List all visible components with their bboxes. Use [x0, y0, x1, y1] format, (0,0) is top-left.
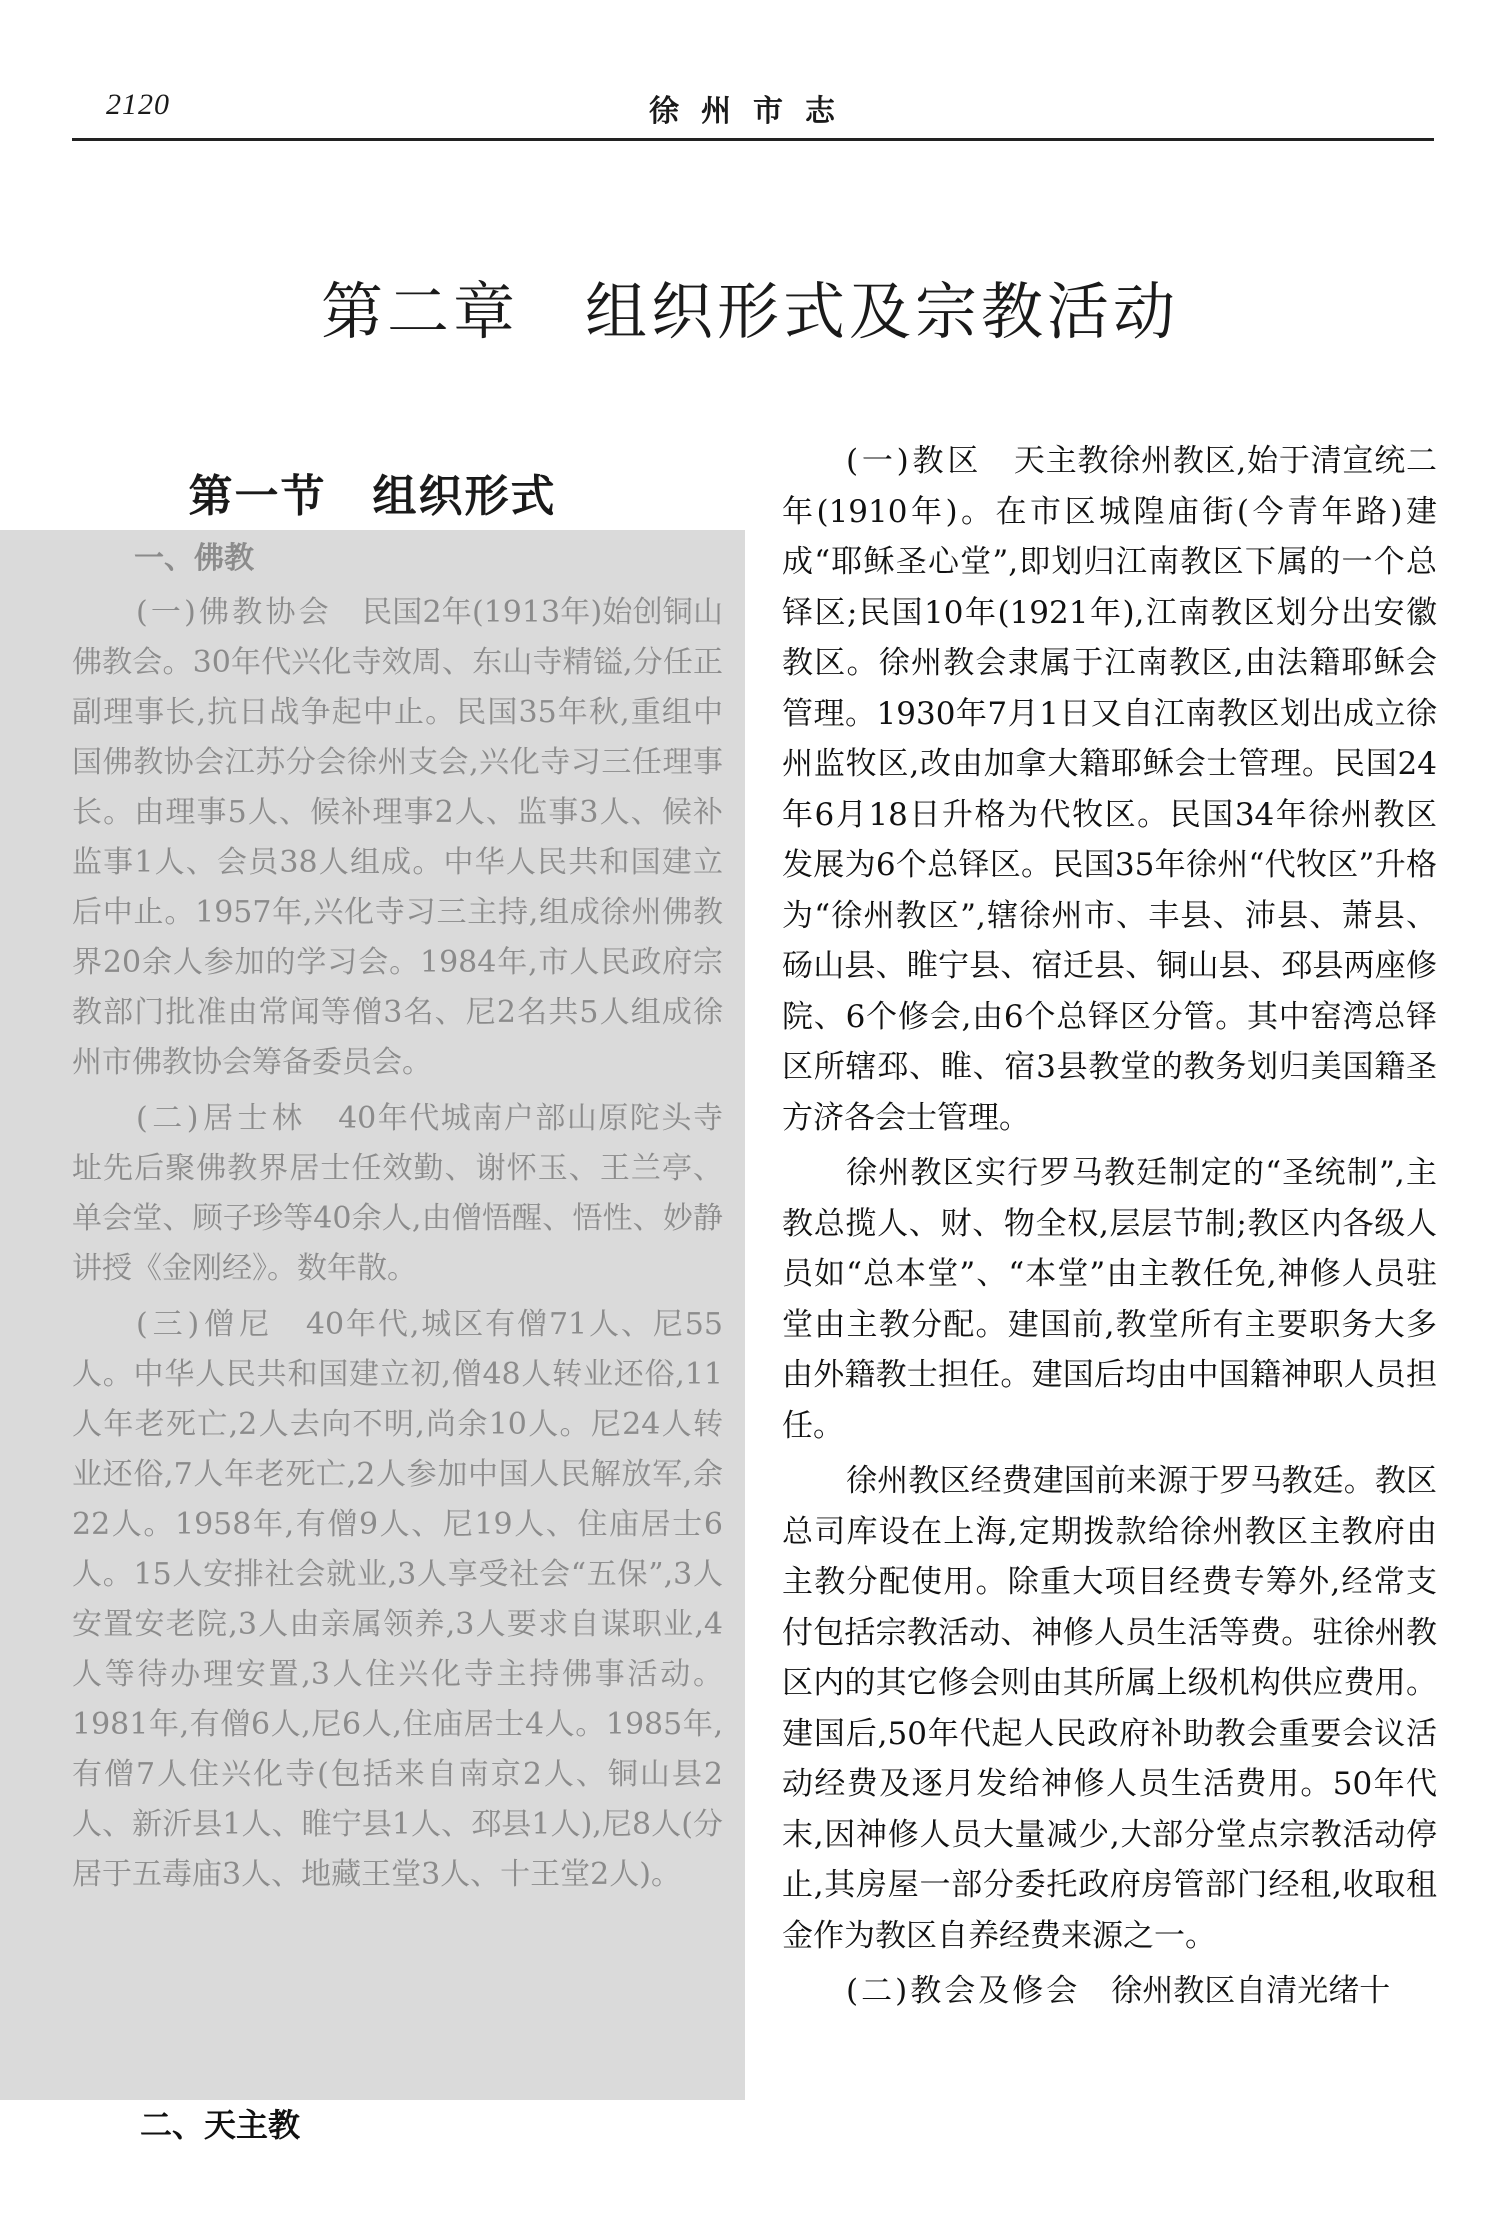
page-header — [72, 80, 1434, 140]
header-rule — [72, 138, 1434, 141]
paragraph-text: 徐州教区实行罗马教廷制定的“圣统制”,主教总揽人、财、物全权,层层节制;教区内各级人员如“总本堂”、“本堂”由主教任免,神修人员驻堂由主教分配。建国前,教堂所有主要职务大多由外籍教士担任。建国后均由中国籍神职人员担任。 — [782, 1155, 1437, 1444]
paragraph-text: 天主教徐州教区,始于清宣统二年(1910年)。在市区城隍庙街(今青年路)建成“耶稣圣心堂”,即划归江南教区下属的一个总铎区;民国10年(1921年),江南教区划分出安徽教区。徐州教会隶属于江南教区,由法籍耶稣会管理。1930年7月1日又自江南教区划出成立徐州监牧区,改由加拿大籍耶稣会士管理。民国24年6月18日升格为代牧区。民国34年徐州教区发展为6个总铎区。民国35年徐州“代牧区”升格为“徐州教区”,辖徐州市、丰县、沛县、萧县、砀山县、睢宁县、宿迁县、铜山县、邳县两座修院、6个修会,由6个总铎区分管。其中窑湾总铎区所辖邳、睢、宿3县教堂的教务划归美国籍圣方济各会士管理。 — [782, 443, 1437, 1136]
paragraph-text: 民国2年(1913年)始创铜山佛教会。30年代兴化寺效周、东山寺精镒,分任正副理事长,抗日战争起中止。民国35年秋,重组中国佛教协会江苏分会徐州支会,兴化寺习三任理事长。由理事5人、候补理事2人、监事3人、候补监事1人、会员38人组成。中华人民共和国建立后中止。1957年,兴化寺习三主持,组成徐州佛教界20余人参加的学习会。1984年,市人民政府宗教部门批准由常闻等僧3名、尼2名共5人组成徐州市佛教协会筹备委员会。 — [72, 595, 723, 1080]
paragraph-text: 徐州教区经费建国前来源于罗马教廷。教区总司库设在上海,定期拨款给徐州教区主教府由主教分配使用。除重大项目经费专筹外,经常支付包括宗教活动、神修人员生活等费。驻徐州教区内的其它修会则由其所属上级机构供应费用。建国后,50年代起人民政府补助教会重要会议活动经费及逐月发给神修人员生活费用。50年代末,因神修人员大量减少,大部分堂点宗教活动停止,其房屋一部分委托政府房管部门经租,收取租金作为教区自养经费来源之一。 — [782, 1463, 1437, 1954]
running-title: 徐州市志 — [649, 94, 857, 129]
section-title: 第一节 组织形式 — [188, 471, 557, 522]
hierarchy-paragraph — [782, 1148, 1437, 1451]
paragraph-text: 40年代城南户部山原陀头寺址先后聚佛教界居士任效勤、谢怀玉、王兰亭、单会堂、顾子珍等40余人,由僧悟醒、悟性、妙静讲授《金刚经》。数年散。 — [72, 1101, 723, 1286]
catholicism-heading: 二、天主教 — [140, 2106, 301, 2144]
right-column — [782, 436, 1437, 2022]
buddhist-association-paragraph — [0, 588, 745, 1088]
page-number: 2120 — [106, 88, 170, 121]
buddhism-shaded-box — [0, 530, 745, 2100]
buddhism-heading: 一、佛教 — [134, 541, 254, 576]
paragraph-label: (一)教区 — [846, 443, 983, 479]
paragraph-label: (二)教会及修会 — [846, 1973, 1081, 2009]
paragraph-label: (三)僧尼 — [136, 1307, 274, 1342]
paragraph-label: (二)居士林 — [136, 1101, 307, 1136]
chapter-title: 第二章 组织形式及宗教活动 — [320, 275, 1179, 348]
paragraph-text: 徐州教区自清光绪十 — [1080, 1973, 1391, 2009]
paragraph-label: (一)佛教协会 — [136, 595, 332, 630]
paragraph-text: 40年代,城区有僧71人、尼55人。中华人民共和国建立初,僧48人转业还俗,11人年老死亡,2人去向不明,尚余10人。尼24人转业还俗,7人年老死亡,2人参加中国人民解放军,余22人。1958年,有僧9人、尼19人、住庙居士6人。15人安排社会就业,3人享受社会“五保”,3人安置安老院,3人由亲属领养,3人要求自谋职业,4人等待办理安置,3人住兴化寺主持佛事活动。1981年,有僧6人,尼6人,住庙居士4人。1985年,有僧7人住兴化寺(包括来自南京2人、铜山县2人、新沂县1人、睢宁县1人、邳县1人),尼8人(分居于五毒庙3人、地藏王堂3人、十王堂2人)。 — [72, 1307, 723, 1892]
left-column — [0, 460, 745, 2144]
lay-buddhist-forest-paragraph — [0, 1094, 745, 1294]
diocese-paragraph — [782, 436, 1437, 1143]
funding-paragraph — [782, 1456, 1437, 1961]
churches-orders-paragraph — [782, 1966, 1437, 2017]
monks-nuns-paragraph — [0, 1300, 745, 1900]
